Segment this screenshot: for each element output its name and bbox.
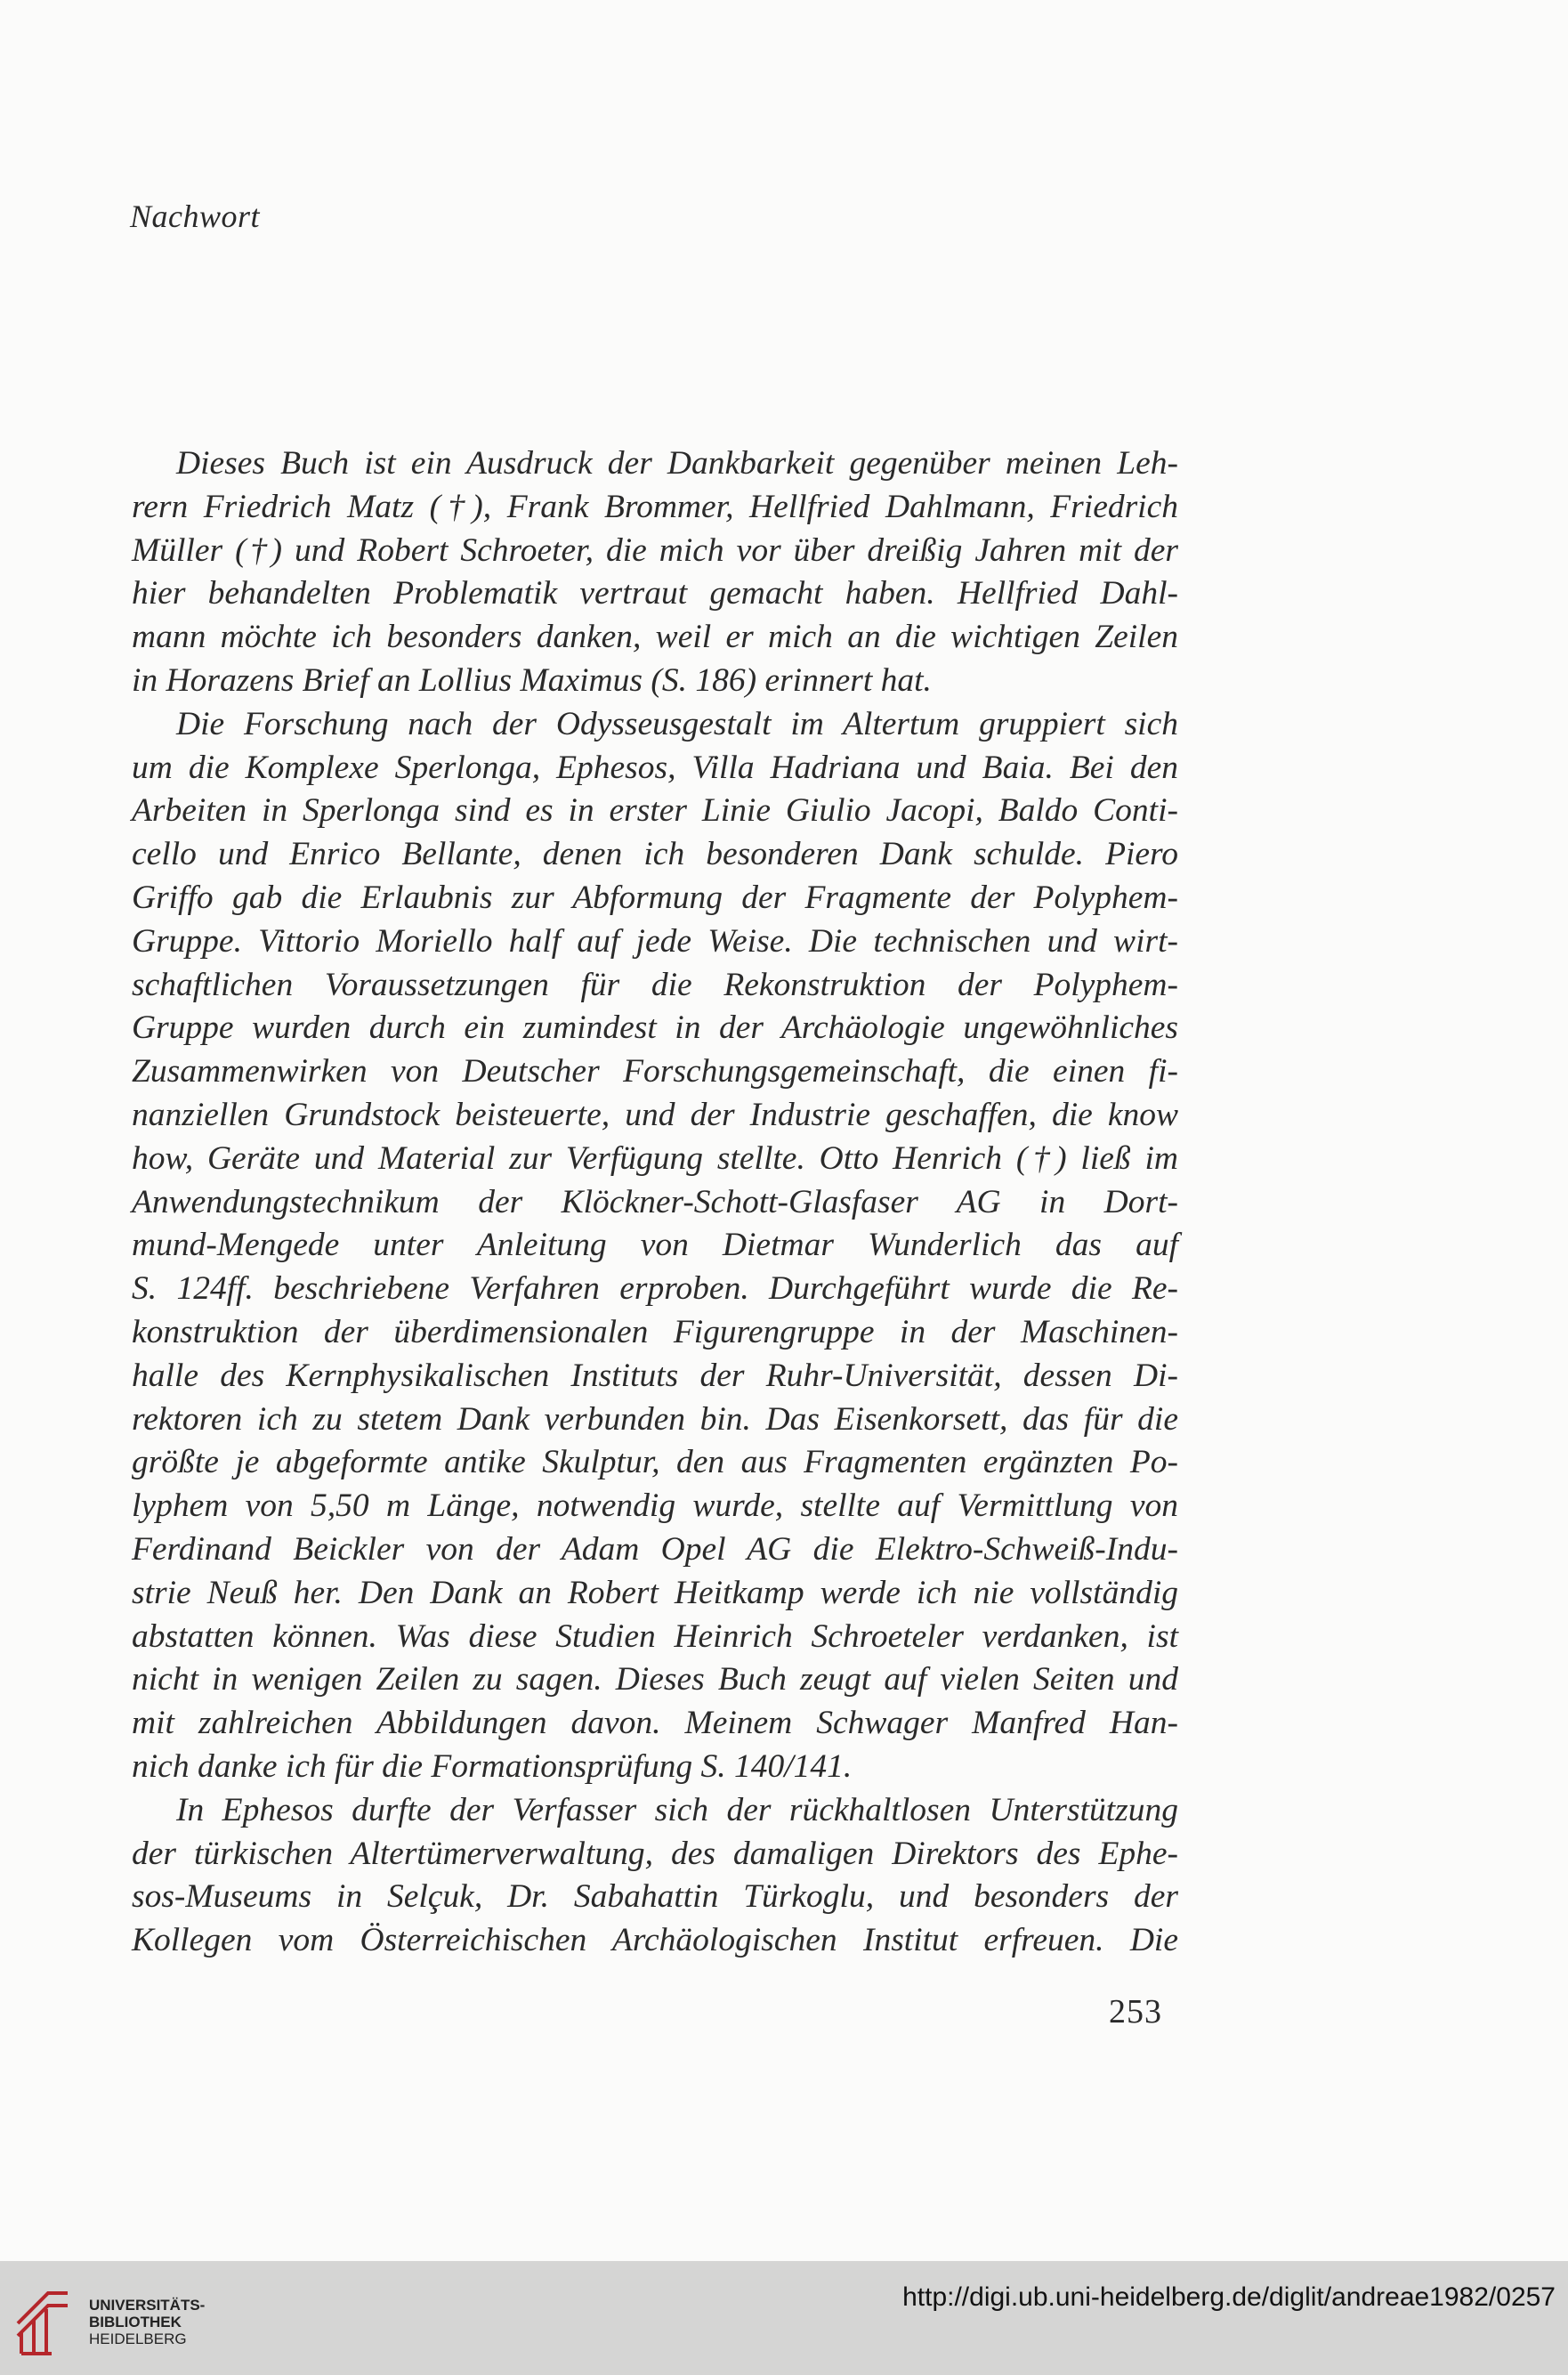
text-line: Zusammenwirken von Deutscher Forschungsgemeinschaft, die einen fi-: [132, 1053, 1178, 1090]
text-line: mit zahlreichen Abbildungen davon. Meinem Schwager Manfred Han-: [132, 1705, 1178, 1742]
text-line: Dieses Buch ist ein Ausdruck der Dankbarkeit gegenüber meinen Leh-: [176, 445, 1178, 482]
text-line: cello und Enrico Bellante, denen ich besonderen Dank schulde. Piero: [132, 836, 1178, 873]
body-text: [132, 442, 1178, 1963]
text-line: hier behandelten Problematik vertraut gemacht haben. Hellfried Dahl-: [132, 575, 1178, 612]
text-line: Die Forschung nach der Odysseusgestalt im Altertum gruppiert sich: [176, 705, 1178, 742]
library-line-2: BIBLIOTHEK: [89, 2314, 182, 2330]
text-line: Gruppe wurden durch ein zumindest in der Archäologie ungewöhnliches: [132, 1009, 1178, 1047]
text-line: nanziellen Grundstock beisteuerte, und der Industrie geschaffen, die know: [132, 1096, 1178, 1133]
text-line: Gruppe. Vittorio Moriello half auf jede Weise. Die technischen und wirt-: [132, 922, 1178, 960]
text-line: schaftlichen Voraussetzungen für die Rekonstruktion der Polyphem-: [132, 966, 1178, 1003]
text-line: rektoren ich zu stetem Dank verbunden bin. Das Eisenkorsett, das für die: [132, 1400, 1178, 1438]
text-line: konstruktion der überdimensionalen Figurengruppe in der Maschinen-: [132, 1313, 1178, 1350]
text-line: nich danke ich für die Formationsprüfung S. 140/141.: [132, 1747, 853, 1785]
text-line: mann möchte ich besonders danken, weil er mich an die wichtigen Zeilen: [132, 619, 1178, 656]
page-number: 253: [1109, 1993, 1162, 2031]
text-line: how, Geräte und Material zur Verfügung stellte. Otto Henrich (†) ließ im: [132, 1139, 1178, 1177]
library-name: [89, 2297, 205, 2347]
library-line-3: HEIDELBERG: [89, 2330, 187, 2347]
text-line: Griffo gab die Erlaubnis zur Abformung der Fragmente der Polyphem-: [132, 879, 1178, 916]
text-line: mund-Mengede unter Anleitung von Dietmar Wunderlich das auf: [132, 1227, 1178, 1264]
footer-bar: [0, 2261, 1568, 2375]
text-line: Ferdinand Beickler von der Adam Opel AG die Elektro-Schweiß-Indu-: [132, 1530, 1178, 1568]
text-line: um die Komplexe Sperlonga, Ephesos, Villa Hadriana und Baia. Bei den: [132, 749, 1178, 786]
library-line-1: UNIVERSITÄTS-: [89, 2297, 206, 2314]
text-line: lyphem von 5,50 m Länge, notwendig wurde, stellte auf Vermittlung von: [132, 1487, 1178, 1525]
text-line: strie Neuß her. Den Dank an Robert Heitkamp werde ich nie vollständig: [132, 1574, 1178, 1611]
page-heading: Nachwort: [130, 199, 261, 234]
text-line: halle des Kernphysikalischen Instituts der Ruhr-Universität, dessen Di-: [132, 1357, 1178, 1394]
text-line: nicht in wenigen Zeilen zu sagen. Dieses Buch zeugt auf vielen Seiten und: [132, 1661, 1178, 1698]
text-line: In Ephesos durfte der Verfasser sich der rückhaltlosen Unterstützung: [176, 1791, 1178, 1828]
text-line: größte je abgeformte antike Skulptur, den aus Fragmenten ergänzten Po-: [132, 1444, 1178, 1481]
text-line: Kollegen vom Österreichischen Archäologischen Institut erfreuen. Die: [132, 1922, 1178, 1959]
text-line: sos-Museums in Selçuk, Dr. Sabahattin Türkoglu, und besonders der: [132, 1878, 1178, 1916]
text-line: Anwendungstechnikum der Klöckner-Schott-Glasfaser AG in Dort-: [132, 1183, 1178, 1220]
source-url-link[interactable]: http://digi.ub.uni-heidelberg.de/diglit/andreae1982/0257: [902, 2282, 1556, 2312]
text-line: abstatten können. Was diese Studien Heinrich Schroeteler verdanken, ist: [132, 1617, 1178, 1655]
text-line: der türkischen Altertümerverwaltung, des damaligen Direktors des Ephe-: [132, 1835, 1178, 1872]
library-logo-icon: [12, 2279, 75, 2359]
text-line: rern Friedrich Matz (†), Frank Brommer, Hellfried Dahlmann, Friedrich: [132, 488, 1178, 525]
text-line: Müller (†) und Robert Schroeter, die mich vor über dreißig Jahren mit der: [132, 531, 1178, 569]
text-line: S. 124ff. beschriebene Verfahren erproben. Durchgeführt wurde die Re-: [132, 1270, 1178, 1308]
text-line: in Horazens Brief an Lollius Maximus (S. 186) erinnert hat.: [132, 661, 932, 699]
text-line: Arbeiten in Sperlonga sind es in erster Linie Giulio Jacopi, Baldo Conti-: [132, 792, 1178, 830]
